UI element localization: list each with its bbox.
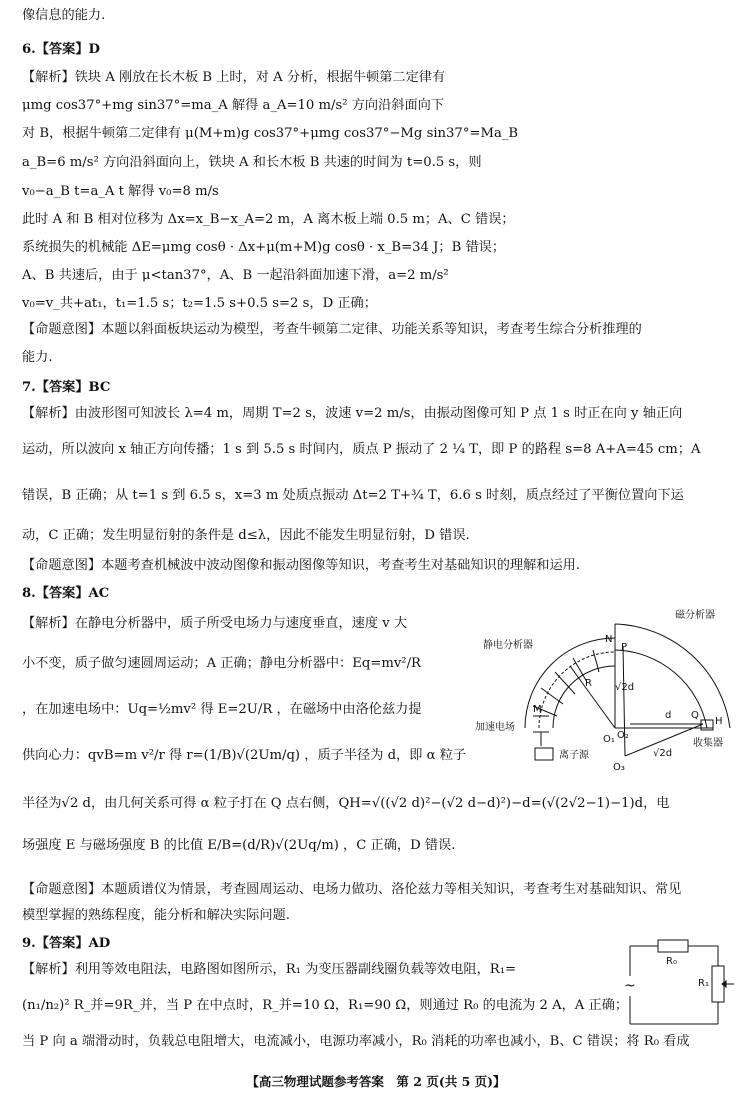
label-O2: O₂ (617, 730, 629, 741)
text-line: v₀=v_共+at₁，t₁=1.5 s；t₂=1.5 s+0.5 s=2 s，D 正确； (22, 296, 377, 311)
resistor-r0 (658, 940, 688, 952)
text-line: 能力. (22, 350, 53, 365)
label-root2d: √2d (615, 682, 635, 693)
text-line: 【命题意图】本题以斜面板块运动为模型，考查牛顿第二定律、功能关系等知识，考查考生综合分析推理的 (22, 322, 642, 337)
answer-8-heading: 8.【答案】AC (22, 586, 110, 601)
label-R1: R₁ (698, 978, 709, 989)
text-line: 供向心力：qvB=m v²/r 得 r=(1/B)√(2Um/q) ，质子半径为 d，即 α 粒子 (22, 748, 467, 763)
label-Q: Q (691, 710, 699, 721)
label-M: M (533, 704, 542, 715)
label-ion-source: 离子源 (559, 750, 589, 761)
label-O1: O₁ (603, 734, 615, 745)
text-line: 【解析】由波形图可知波长 λ=4 m，周期 T=2 s，波速 v=2 m/s，由振动图像可知 P 点 1 s 时正在向 y 轴正向 (22, 406, 683, 421)
page-footer: 【高三物理试题参考答案 第 2 页(共 5 页)】 (246, 1074, 506, 1089)
label-P: P (621, 642, 628, 653)
label-collector: 收集器 (693, 738, 723, 749)
text-line: 场强度 E 与磁场强度 B 的比值 E/B=(d/R)√(2Uq/m) ，C 正确，D 错误. (22, 838, 456, 853)
label-root2d-2: √2d (653, 748, 673, 759)
text-line: 当 P 向 a 端滑动时，负载总电阻增大，电流减小，电源功率减小，R₀ 消耗的功率也减小，B、C 错误；将 R₀ 看成 (22, 1034, 690, 1049)
text-line: 像信息的能力. (22, 8, 106, 23)
text-line: 【解析】铁块 A 刚放在长木板 B 上时，对 A 分析，根据牛顿第二定律有 (22, 70, 446, 85)
text-line: 【解析】在静电分析器中，质子所受电场力与速度垂直，速度 v 大 (22, 616, 408, 631)
mass-spectrometer-figure (475, 606, 747, 792)
text-line: ，在加速电场中：Uq=½mv² 得 E=2U/R ，在磁场中由洛伦兹力提 (22, 702, 422, 717)
label-accelerating-field: 加速电场 (475, 722, 515, 733)
text-line: 对 B，根据牛顿第二定律有 μ(M+m)g cos37°+μmg cos37°−Mg sin37°=Ma_B (22, 126, 519, 141)
text-line: 【解析】利用等效电阻法，电路图如图所示，R₁ 为变压器副线圈负载等效电阻，R₁= (22, 962, 517, 977)
text-line: 半径为√2 d，由几何关系可得 α 粒子打在 Q 点右侧，QH=√((√2 d)²−(√2 d−d)²)−d=(√(2√2−1)−1)d，电 (22, 796, 670, 811)
text-line: 【命题意图】本题质谱仪为情景，考查圆周运动、电场力做功、洛伦兹力等相关知识，考查考生对基础知识、常见 (22, 882, 682, 897)
text-line: (n₁/n₂)² R_并=9R_并，当 P 在中点时，R_并=10 Ω，R₁=90 Ω，则通过 R₀ 的电流为 2 A，A 正确； (22, 998, 629, 1013)
text-line: A、B 共速后，由于 μ<tan37°，A、B 一起沿斜面加速下滑，a=2 m/s² (22, 268, 449, 283)
text-line: v₀−a_B t=a_A t 解得 v₀=8 m/s (22, 184, 219, 199)
answer-6-heading: 6.【答案】D (22, 42, 100, 57)
label-d: d (665, 710, 672, 721)
label-H: H (715, 716, 723, 727)
label-electrostatic-analyzer: 静电分析器 (483, 640, 533, 651)
label-N: N (605, 634, 613, 645)
text-line: 小不变，质子做匀速圆周运动；A 正确；静电分析器中：Eq=mv²/R (22, 656, 421, 671)
answer-9-heading: 9.【答案】AD (22, 936, 111, 951)
answer-7-heading: 7.【答案】BC (22, 380, 111, 395)
text-line: 动，C 正确；发生明显衍射的条件是 d≤λ，因此不能发生明显衍射，D 错误. (22, 528, 470, 543)
text-line: 【命题意图】本题考查机械波中波动图像和振动图像等知识，考查考生对基础知识的理解和运用. (22, 558, 581, 573)
circuit-figure (618, 936, 744, 1032)
label-magnetic-analyzer: 磁分析器 (675, 610, 715, 621)
text-line: μmg cos37°+mg sin37°=ma_A 解得 a_A=10 m/s² 方向沿斜面向下 (22, 98, 445, 113)
text-line: 模型掌握的熟练程度，能分析和解决实际问题. (22, 908, 290, 923)
text-line: 运动，所以波向 x 轴正方向传播；1 s 到 5.5 s 时间内，质点 P 振动了 2 ¼ T，即 P 的路程 s=8 A+A=45 cm；A (22, 442, 701, 457)
text-line: 此时 A 和 B 相对位移为 Δx=x_B−x_A=2 m，A 离木板上端 0.5 m；A、C 错误； (22, 212, 515, 227)
ac-source-icon: ~ (624, 978, 636, 994)
text-line: 系统损失的机械能 ΔE=μmg cosθ · Δx+μ(m+M)g cosθ · x_B=34 J；B 错误； (22, 240, 506, 255)
label-O3: O₃ (613, 762, 625, 773)
label-R: R (585, 678, 592, 689)
label-R0: R₀ (666, 956, 677, 967)
text-line: 错误，B 正确；从 t=1 s 到 6.5 s，x=3 m 处质点振动 Δt=2 T+¾ T，6.6 s 时刻，质点经过了平衡位置向下运 (22, 488, 684, 503)
text-line: a_B=6 m/s² 方向沿斜面向上，铁块 A 和长木板 B 共速的时间为 t=0.5 s，则 (22, 155, 482, 170)
